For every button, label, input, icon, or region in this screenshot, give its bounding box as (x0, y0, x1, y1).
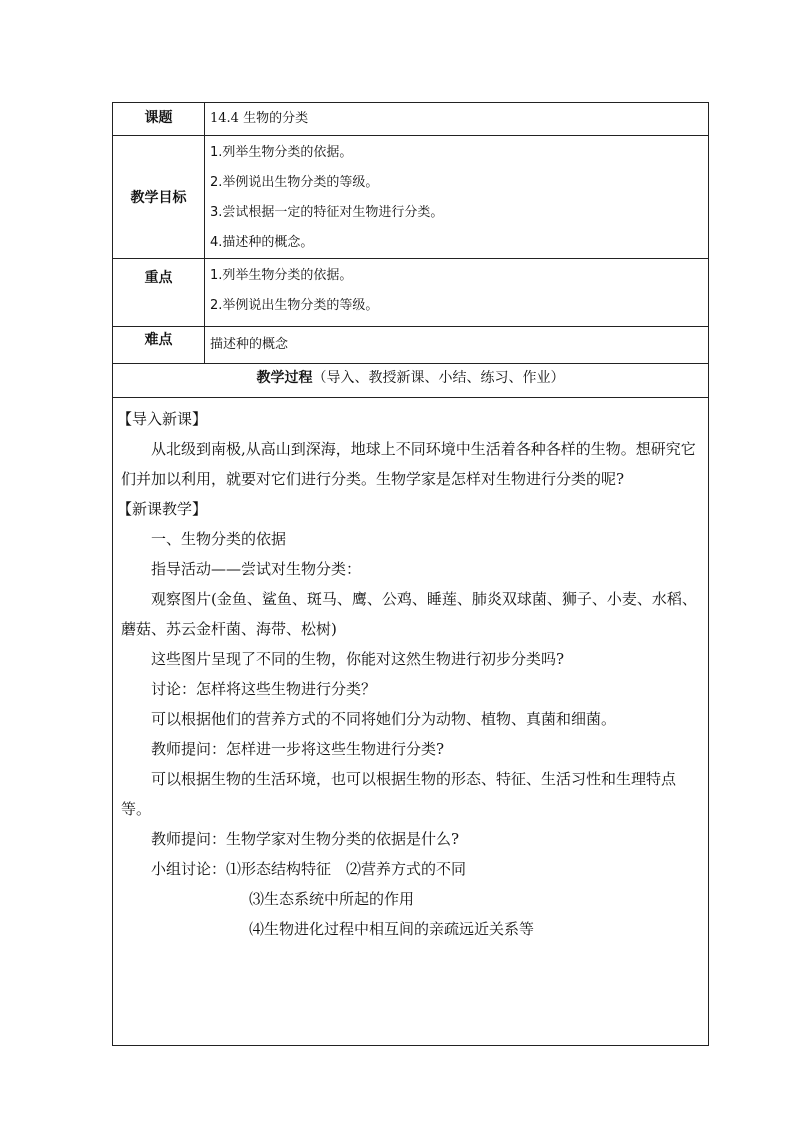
goals-list (205, 136, 709, 259)
process-title: 教学过程 (256, 370, 313, 386)
goal-item: 4.描述种的概念。 (210, 235, 314, 250)
group-discussion-line: 小组讨论：⑴形态结构特征 ⑵营养方式的不同 (151, 860, 467, 878)
group-point-4: ⑷生物进化过程中相互间的亲疏远近关系等 (249, 920, 535, 938)
question-1: 这些图片呈现了不同的生物，你能对这然生物进行初步分类吗? (151, 650, 565, 668)
intro-heading: 【导入新课】 (117, 410, 208, 428)
process-header (113, 364, 709, 398)
process-body (113, 398, 709, 1046)
process-subtitle: （导入、教授新课、小结、练习、作业） (312, 370, 565, 386)
topic-label: 课题 (113, 103, 205, 136)
section-title: 一、生物分类的依据 (151, 530, 287, 548)
key-points-label: 重点 (113, 259, 205, 327)
question-3: 教师提问：生物学家对生物分类的依据是什么? (151, 830, 460, 848)
key-point-item: 2.举例说出生物分类的等级。 (210, 298, 379, 313)
activity-line: 指导活动——尝试对生物分类： (151, 560, 362, 578)
intro-paragraph: 从北级到南极,从高山到深海，地球上不同环境中生活着各种各样的生物。想研究它们并加以利用，就要对它们进行分类。生物学家是怎样对生物进行分类的呢? (121, 440, 696, 488)
answer-1: 可以根据他们的营养方式的不同将她们分为动物、植物、真菌和细菌。 (151, 710, 617, 728)
question-2: 教师提问：怎样进一步将这些生物进行分类? (151, 740, 445, 758)
observe-paragraph: 观察图片(金鱼、鲨鱼、斑马、鹰、公鸡、睡莲、肺炎双球菌、狮子、小麦、水稻、蘑菇、苏云金杆菌、海带、松树) (121, 590, 697, 638)
process-header-row (113, 364, 709, 398)
goal-item: 2.举例说出生物分类的等级。 (210, 175, 379, 190)
topic-value: 14.4 生物的分类 (205, 103, 709, 136)
process-body-row (113, 398, 709, 1046)
goal-item: 3.尝试根据一定的特征对生物进行分类。 (210, 205, 444, 220)
goals-row (113, 136, 709, 259)
discussion-line: 讨论：怎样将这些生物进行分类？ (151, 680, 377, 698)
new-lesson-heading: 【新课教学】 (117, 500, 208, 518)
key-points-row (113, 259, 709, 327)
difficulty-value: 描述种的概念 (205, 327, 709, 364)
lesson-plan-table (112, 102, 709, 1046)
difficulty-label: 难点 (113, 327, 205, 364)
group-point-3: ⑶生态系统中所起的作用 (249, 890, 415, 908)
goal-item: 1.列举生物分类的依据。 (210, 145, 353, 160)
difficulty-row (113, 327, 709, 364)
key-point-item: 1.列举生物分类的依据。 (210, 268, 353, 283)
goals-label: 教学目标 (113, 136, 205, 259)
answer-2: 可以根据生物的生活环境，也可以根据生物的形态、特征、生活习性和生理特点等。 (121, 770, 677, 818)
key-points-list (205, 259, 709, 327)
topic-row (113, 103, 709, 136)
